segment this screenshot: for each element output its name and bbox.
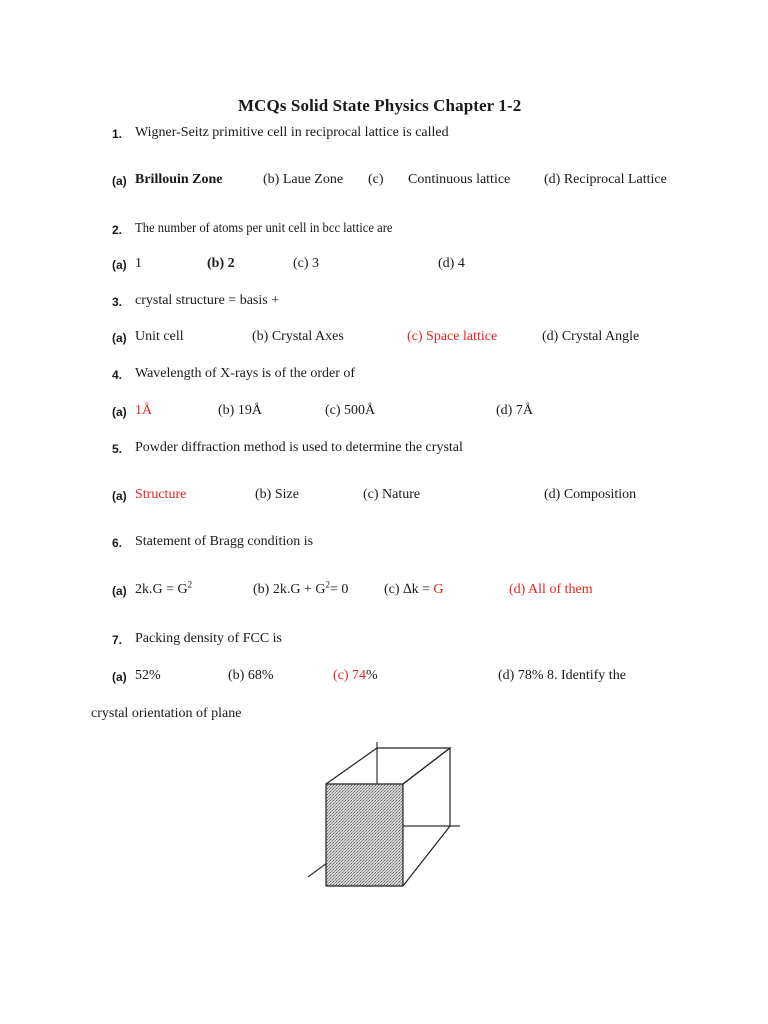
cube-diagonal-edge	[403, 748, 450, 784]
q5-option-c: (c) Nature	[363, 487, 421, 502]
crystal-plane-figure	[300, 740, 470, 890]
question-6-number: 6.	[112, 536, 123, 550]
q1-option-c: Continuous lattice	[408, 172, 511, 187]
q8-continuation-text: crystal orientation of plane	[91, 706, 242, 721]
q1-option-a-label: (a)	[112, 174, 127, 188]
q6-option-c-text: (c) ∆k =	[384, 582, 434, 597]
q6-option-a-label: (a)	[112, 584, 127, 598]
page-title: MCQs Solid State Physics Chapter 1-2	[238, 96, 522, 115]
q1-option-b: (b) Laue Zone	[263, 172, 344, 187]
question-2-text: The number of atoms per unit cell in bcc lattice are	[135, 221, 393, 236]
q2-option-d: (d) 4	[438, 256, 465, 271]
q2-option-b: (b) 2	[207, 256, 235, 271]
question-5-text: Powder diffraction method is used to determine the crystal	[135, 440, 463, 455]
q7-option-c-answer: (c) 74	[333, 668, 367, 683]
q2-option-a-label: (a)	[112, 258, 127, 272]
q7-option-b: (b) 68%	[228, 668, 274, 683]
q5-option-b: (b) Size	[255, 487, 299, 502]
question-4-text: Wavelength of X-rays is of the order of	[135, 366, 356, 381]
q1-option-a: Brillouin Zone	[135, 172, 223, 187]
question-5-number: 5.	[112, 442, 123, 456]
q6-option-b-text: (b) 2k.G + G	[253, 582, 326, 597]
question-2-number: 2.	[112, 223, 123, 237]
q4-option-a: 1Å	[135, 403, 153, 418]
q7-option-c	[333, 668, 378, 684]
cube-bottom-right-edge	[403, 826, 450, 886]
q5-option-a: Structure	[135, 487, 187, 502]
q1-option-c-label: (c)	[368, 172, 384, 187]
q6-option-a-text: 2k.G = G	[135, 582, 188, 597]
q3-option-a: Unit cell	[135, 329, 184, 344]
q3-option-d: (d) Crystal Angle	[542, 329, 640, 344]
q3-option-a-label: (a)	[112, 331, 127, 345]
shaded-plane	[326, 784, 403, 886]
q7-option-d: (d) 78% 8. Identify the	[498, 668, 626, 683]
question-6-text: Statement of Bragg condition is	[135, 534, 314, 549]
q1-option-d: (d) Reciprocal Lattice	[544, 172, 667, 187]
q2-option-c: (c) 3	[293, 256, 320, 271]
q4-option-c: (c) 500Å	[325, 403, 376, 418]
q7-option-c-tail: %	[366, 668, 378, 683]
q7-option-a-label: (a)	[112, 670, 127, 684]
q6-option-b-sup: 2	[325, 579, 330, 590]
q3-option-c: (c) Space lattice	[407, 329, 498, 344]
q4-option-d: (d) 7Å	[496, 403, 533, 418]
q4-option-a-label: (a)	[112, 405, 127, 419]
q6-option-b	[253, 579, 349, 598]
q5-option-d: (d) Composition	[544, 487, 637, 502]
cube-top-face	[326, 748, 450, 784]
q6-option-b-tail: = 0	[329, 582, 349, 597]
q7-option-a: 52%	[135, 668, 161, 683]
q6-option-c	[384, 582, 444, 598]
q3-option-b: (b) Crystal Axes	[252, 329, 344, 344]
question-7-text: Packing density of FCC is	[135, 631, 283, 646]
question-4-number: 4.	[112, 368, 123, 382]
question-1-text: Wigner-Seitz primitive cell in reciprocal lattice is called	[135, 125, 449, 140]
q6-option-c-answer: G	[433, 582, 444, 597]
question-3-text: crystal structure = basis +	[135, 293, 280, 308]
q6-option-a	[135, 579, 193, 598]
q6-option-a-sup: 2	[187, 579, 193, 590]
question-7-number: 7.	[112, 633, 123, 647]
q5-option-a-label: (a)	[112, 489, 127, 503]
q2-option-a: 1	[135, 256, 142, 271]
q4-option-b: (b) 19Å	[218, 403, 262, 418]
q6-option-d: (d) All of them	[509, 582, 593, 597]
question-3-number: 3.	[112, 295, 123, 309]
question-1-number: 1.	[112, 127, 123, 141]
